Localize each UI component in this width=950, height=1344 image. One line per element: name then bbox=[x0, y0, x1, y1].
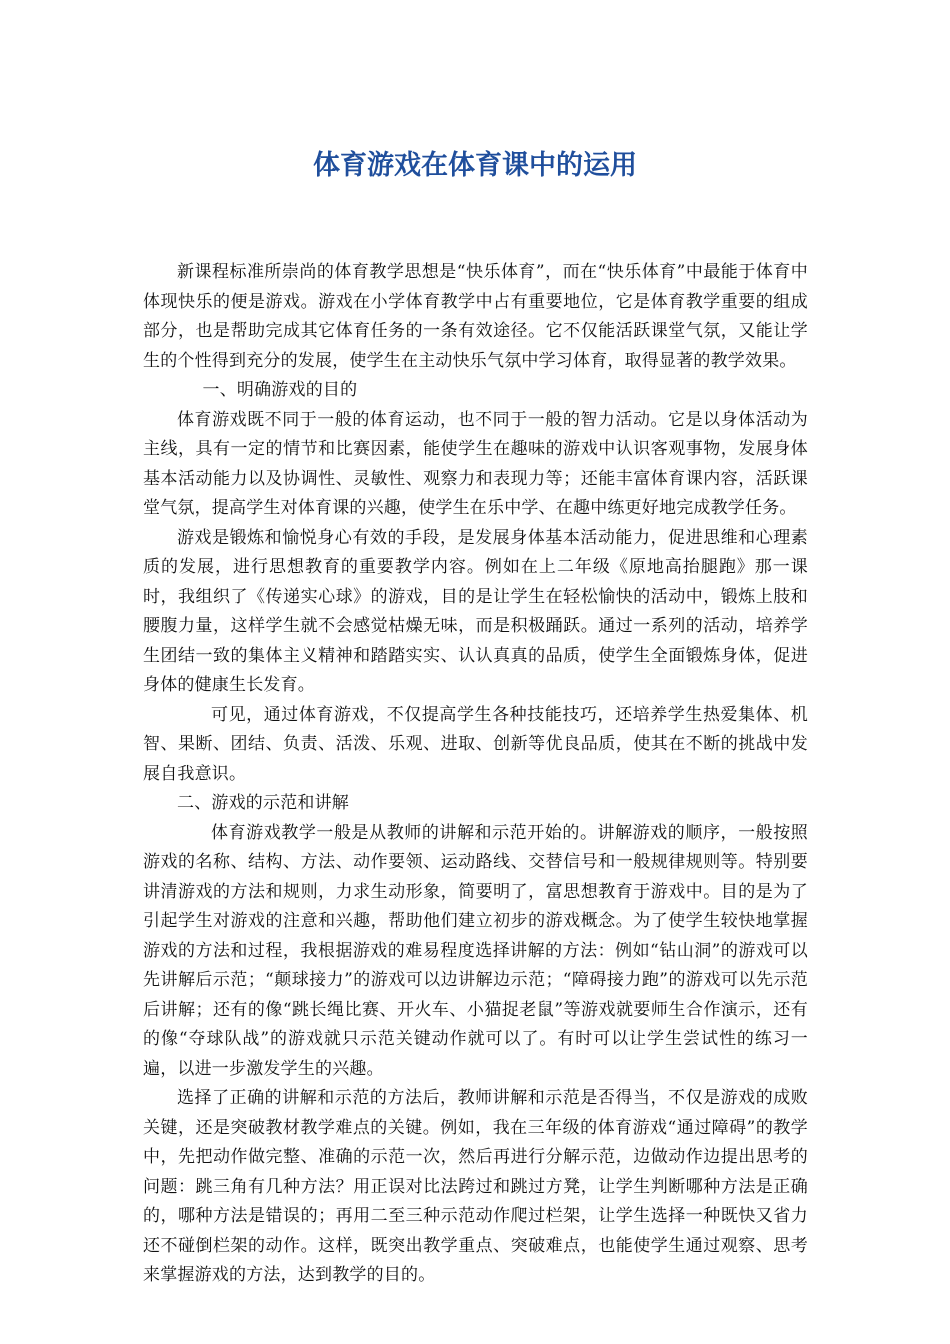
section-heading-1: 一、明确游戏的目的 bbox=[202, 380, 358, 400]
paragraph: 可见，通过体育游戏，不仅提高学生各种技能技巧，还培养学生热爱集体、机智、果断、团结、负责、活泼、乐观、进取、创新等优良品质，使其在不断的挑战中发展自我意识。 bbox=[143, 704, 808, 784]
paragraph: 选择了正确的讲解和示范的方法后，教师讲解和示范是否得当，不仅是游戏的成败关键，还是突破教材教学难点的关键。例如，我在三年级的体育游戏“通过障碍”的教学中，先把动作做完整、准确的示范一次，然后再进行分解示范，边做动作边提出思考的问题：跳三角有几种方法？用正误对比法跨过和跳过方凳，让学生判断哪种方法是正确的，哪种方法是错误的；再用二至三种示范动作爬过栏架，让学生选择一种既快又省力还不碰倒栏架的动作。这样，既突出教学重点、突破难点，也能使学生通过观察、思考来掌握游戏的方法，达到教学的目的。 bbox=[143, 1088, 808, 1285]
document-title: 体育游戏在体育课中的运用 bbox=[313, 150, 637, 181]
section-heading-2: 二、游戏的示范和讲解 bbox=[177, 793, 349, 813]
document-body bbox=[143, 258, 808, 1291]
paragraph: 体育游戏既不同于一般的体育运动，也不同于一般的智力活动。它是以身体活动为主线，具有一定的情节和比赛因素，能使学生在趣味的游戏中认识客观事物，发展身体基本活动能力以及协调性、灵敏性、观察力和表现力等；还能丰富体育课内容，活跃课堂气氛，提高学生对体育课的兴趣，使学生在乐中学、在趣中练更好地完成教学任务。 bbox=[143, 409, 808, 518]
paragraph: 体育游戏教学一般是从教师的讲解和示范开始的。讲解游戏的顺序，一般按照游戏的名称、结构、方法、动作要领、运动路线、交替信号和一般规律规则等。特别要讲清游戏的方法和规则，力求生动形象，简要明了，富思想教育于游戏中。目的是为了引起学生对游戏的注意和兴趣，帮助他们建立初步的游戏概念。为了使学生较快地掌握游戏的方法和过程，我根据游戏的难易程度选择讲解的方法：例如“钻山洞”的游戏可以先讲解后示范；“颠球接力”的游戏可以边讲解边示范；“障碍接力跑”的游戏可以先示范后讲解；还有的像“跳长绳比赛、开火车、小猫捉老鼠”等游戏就要师生合作演示，还有的像“夺球队战”的游戏就只示范关键动作就可以了。有时可以让学生尝试性的练习一遍，以进一步激发学生的兴趣。 bbox=[143, 822, 808, 1079]
paragraph-intro: 新课程标准所崇尚的体育教学思想是“快乐体育”，而在“快乐体育”中最能于体育中体现快乐的便是游戏。游戏在小学体育教学中占有重要地位，它是体育教学重要的组成部分，也是帮助完成其它体育任务的一条有效途径。它不仅能活跃课堂气氛，又能让学生的个性得到充分的发展，使学生在主动快乐气氛中学习体育，取得显著的教学效果。 bbox=[143, 262, 808, 371]
paragraph: 游戏是锻炼和愉悦身心有效的手段，是发展身体基本活动能力，促进思维和心理素质的发展，进行思想教育的重要教学内容。例如在上二年级《原地高抬腿跑》那一课时，我组织了《传递实心球》的游戏，目的是让学生在轻松愉快的活动中，锻炼上肢和腰腹力量，这样学生就不会感觉枯燥无味，而是积极踊跃。通过一系列的活动，培养学生团结一致的集体主义精神和踏踏实实、认认真真的品质，使学生全面锻炼身体，促进身体的健康生长发育。 bbox=[143, 527, 808, 695]
